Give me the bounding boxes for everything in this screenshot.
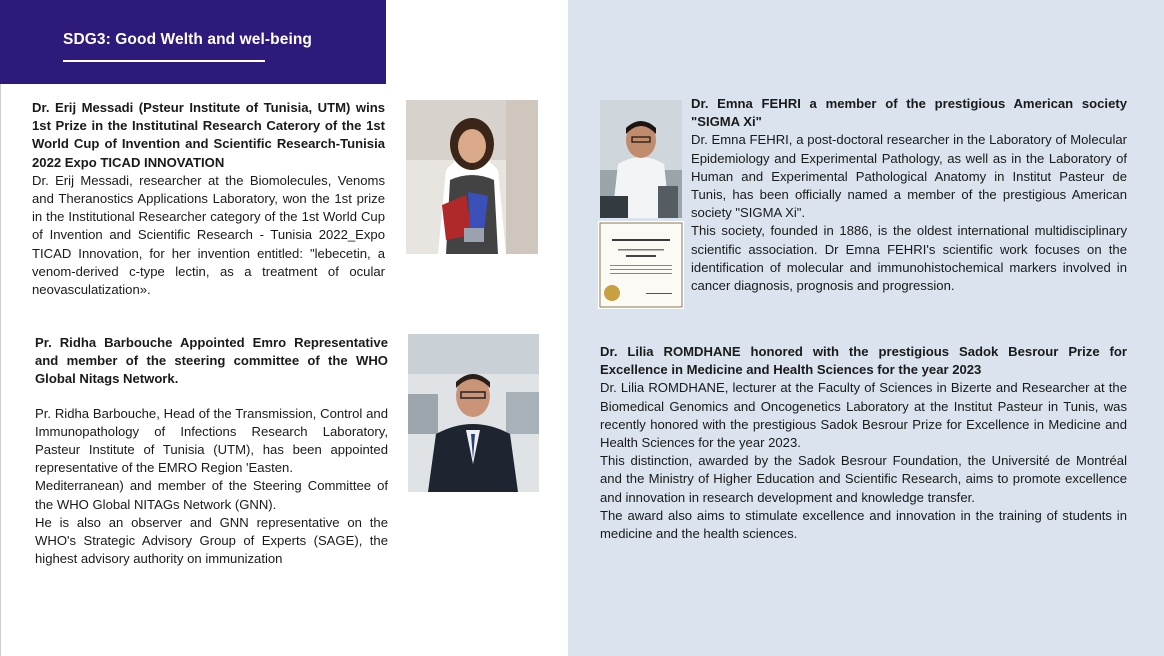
article-messadi <box>32 99 385 299</box>
photo-sigma-xi-certificate <box>598 221 684 309</box>
article-barbouche-body-2: Mediterranean) and member of the Steering Committee of the WHO Global NITAGs Network (GNN). <box>35 478 388 512</box>
article-barbouche-heading: Pr. Ridha Barbouche Appointed Emro Representative and member of the steering committee of the WHO Global Nitags Network. <box>35 335 388 387</box>
article-romdhane-body-2: This distinction, awarded by the Sadok Besrour Foundation, the Université de Montréal and the Ministry of Higher Education and Scientific Research, aims to promote excellence and innovation in research development and knowledge transfer. <box>600 453 1127 505</box>
article-messadi-heading: Dr. Erij Messadi (Psteur Institute of Tunisia, UTM) wins 1st Prize in the Institutinal Research Caterory of the 1st World Cup of Invention and Scientific Research-Tunisia 2022 Expo TICAD INNOVATION <box>32 100 385 170</box>
article-fehri-body-1: Dr. Emna FEHRI, a post-doctoral researcher in the Laboratory of Molecular Epidemiology and Experimental Pathology, as well as in the Laboratory of Human and Experimental Pathological Anatomy in Institut Pasteur de Tunis, has been officially named a member of the prestigious American society "SIGMA Xi". <box>691 132 1127 221</box>
article-barbouche-body-1: Pr. Ridha Barbouche, Head of the Transmission, Control and Immunopathology of Infections Research Laboratory, Pasteur Institute of Tunisia (UTM), has been appointed representative of the EMRO Region 'Easten. <box>35 405 388 476</box>
section-title: SDG3: Good Welth and wel-being <box>63 31 312 48</box>
article-barbouche <box>35 334 388 568</box>
article-romdhane <box>600 343 1127 543</box>
article-barbouche-body-3: He is also an observer and GNN representative on the WHO's Strategic Advisory Group of Experts (SAGE), the highest advisory authority on immunization <box>35 514 388 567</box>
photo-fehri <box>600 100 682 218</box>
article-romdhane-body-3: The award also aims to stimulate excellence and innovation in the training of students in medicine and the health sciences. <box>600 507 1127 542</box>
photo-messadi <box>406 100 538 254</box>
article-romdhane-body-1: Dr. Lilia ROMDHANE, lecturer at the Faculty of Sciences in Bizerte and Researcher at the Biomedical Genomics and Oncogenetics Laboratory at the Institut Pasteur in Tunis, was recently honored with the prestigious Sadok Besrour Prize for Excellence in Medicine and Health Sciences for the year 2023. <box>600 380 1127 451</box>
article-romdhane-heading: Dr. Lilia ROMDHANE honored with the prestigious Sadok Besrour Prize for Excellence in Medicine and Health Sciences for the year 2023 <box>600 344 1127 378</box>
article-fehri-heading: Dr. Emna FEHRI a member of the prestigious American society "SIGMA Xi" <box>691 96 1127 130</box>
article-messadi-body: Dr. Erij Messadi, researcher at the Biomolecules, Venoms and Theranostics Applications Laboratory, won the 1st prize in the Institutional Researcher category of the 1st World Cup of Invention and Scientific Research - Tunisia 2022_Expo TICAD Innovation, for her invention entitled: "lebecetin, a venom-derived c-type lectin, as a treatment of ocular neovasculatization». <box>32 172 385 298</box>
title-underline <box>63 60 265 62</box>
page-left-border <box>0 0 1 656</box>
spacer <box>35 389 388 405</box>
article-fehri <box>691 95 1127 295</box>
section-header <box>0 0 386 84</box>
photo-barbouche <box>408 334 539 492</box>
article-fehri-body-2: This society, founded in 1886, is the oldest international multidisciplinary scientific association. Dr Emna FEHRI's scientific work focuses on the identification of molecular and immunohistochemical markers involved in cancer diagnosis, prognosis and progression. <box>691 223 1127 294</box>
